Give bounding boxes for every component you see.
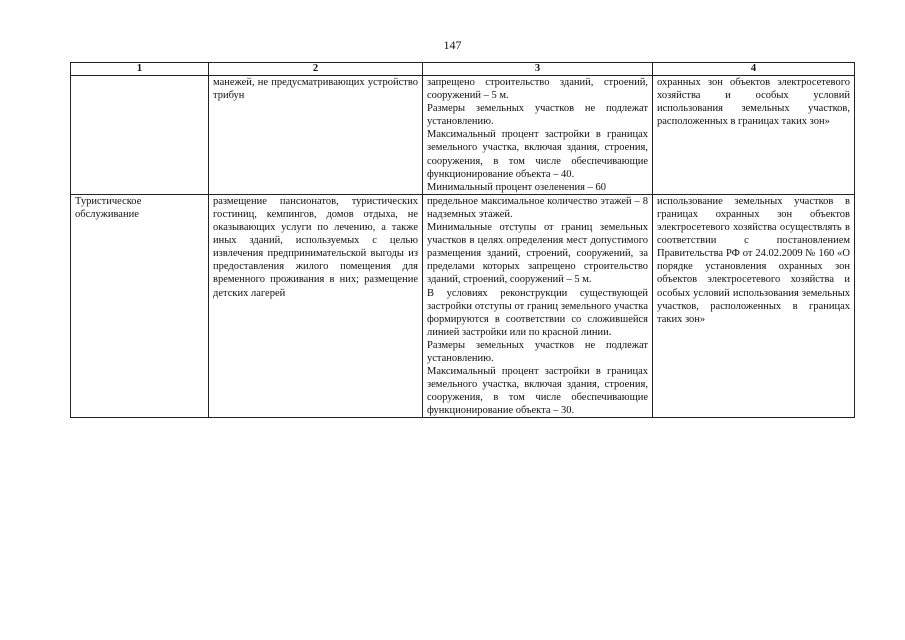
column-header-3: 3 [423, 63, 653, 76]
parameter-paragraph: Максимальный процент застройки в границах земельного участка, включая здания, строения, сооружения, в том числе обеспечивающие функционирование объекта – 30. [427, 366, 648, 417]
table-row [71, 194, 855, 418]
parameters-cell [423, 76, 653, 195]
parameter-paragraph: предельное максимальное количество этажей – 8 надземных этажей. [427, 195, 648, 220]
parameter-paragraph: В условиях реконструкции существующей застройки отступы от границ земельного участка формируются в соответствии со сложившейся линией застройки или по красной линии. [427, 287, 648, 338]
column-header-2: 2 [209, 63, 423, 76]
parameter-paragraph: Максимальный процент застройки в границах земельного участка, включая здания, строения, сооружения, в том числе обеспечивающие функционирование объекта – 40. [427, 129, 648, 180]
use-type-cell: Туристическое обслуживание [71, 194, 209, 418]
table-header-row [71, 63, 855, 76]
table-row [71, 76, 855, 195]
restrictions-cell: охранных зон объектов электросетевого хозяйства и особых условий использования земельных участков, расположенных в границах таких зон» [653, 76, 855, 195]
regulations-table [70, 62, 855, 418]
use-type-cell [71, 76, 209, 195]
parameter-paragraph: запрещено строительство зданий, строений, сооружений – 5 м. [427, 77, 648, 102]
use-description-cell: размещение пансионатов, туристических гостиниц, кемпингов, домов отдыха, не оказывающих услуги по лечению, а также иных зданий, используемых с целью извлечения предпринимательской выгоды из предоставления жилого помещения для временного проживания в них; размещение детских лагерей [209, 194, 423, 418]
use-description-cell: манежей, не предусматривающих устройство трибун [209, 76, 423, 195]
parameter-paragraph: Минимальный процент озеленения – 60 [427, 181, 607, 193]
page-number: 147 [443, 38, 462, 52]
parameter-paragraph: Минимальные отступы от границ земельных участков в целях определения мест допустимого размещения зданий, строений, сооружений, за пределами которых запрещено строительство зданий, строений, сооружений – 5 м. [427, 222, 648, 286]
parameter-paragraph: Размеры земельных участков не подлежат установлению. [427, 339, 648, 364]
restrictions-cell: использование земельных участков в границах охранных зон объектов электросетевого хозяйства осуществлять в соответствии с постановлением Правительства РФ от 24.02.2009 № 160 «О порядке установления охранных зон объектов электросетевого хозяйства и особых условий использования земельных участков, расположенных в границах таких зон» [653, 194, 855, 418]
column-header-4: 4 [653, 63, 855, 76]
parameter-paragraph: Размеры земельных участков не подлежат установлению. [427, 103, 648, 128]
parameters-cell [423, 194, 653, 418]
column-header-1: 1 [71, 63, 209, 76]
